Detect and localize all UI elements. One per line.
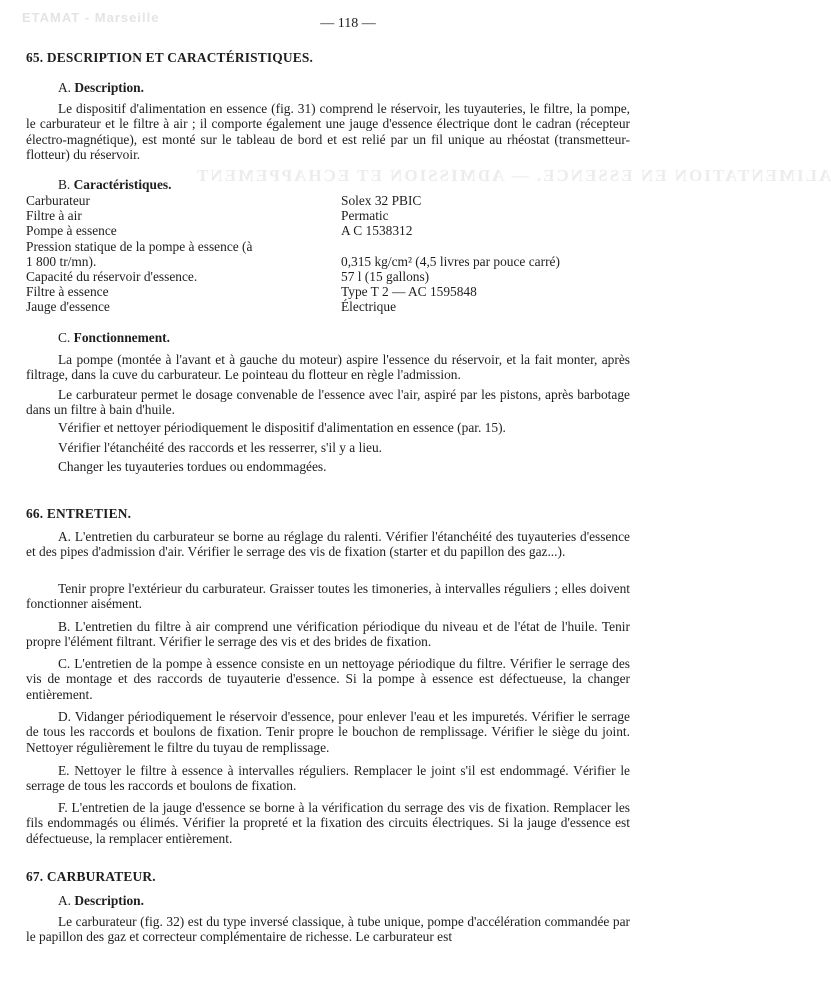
s65-b-heading: [58, 177, 171, 193]
spec-value: Solex 32 PBIC: [341, 193, 422, 208]
spec-label: Carburateur: [26, 193, 90, 208]
spec-label: Filtre à air: [26, 208, 82, 224]
s65-c-paragraph-1: La pompe (montée à l'avant et à gauche du moteur) aspire l'essence du réservoir, et la fait monter, après filtrage, dans la cuve du carburateur. Le pointeau du flotteur en règle l'admission.: [26, 352, 630, 383]
bleed-through-header: ETAMAT - Marseille: [22, 10, 160, 25]
spec-row: [26, 284, 636, 299]
s65-c-paragraph-3: Vérifier et nettoyer périodiquement le dispositif d'alimentation en essence (par. 15).: [58, 420, 506, 435]
s66-paragraph-d: D. Vidanger périodiquement le réservoir d'essence, pour enlever l'eau et les impuretés. Vérifier le serrage de tous les raccords et boulons de fixation. Tenir propre le bouchon de remplissage. Vérifier le siège du joint. Nettoyer régulièrement le filtre du tuyau de remplissage.: [26, 709, 630, 755]
spec-row: [26, 208, 636, 223]
s66-paragraph-a2: Tenir propre l'extérieur du carburateur. Graisser toutes les timoneries, à intervalles réguliers ; elles doivent fonctionner aisément.: [26, 581, 630, 612]
section-65-heading: 65. DESCRIPTION ET CARACTÉRISTIQUES.: [26, 50, 314, 65]
s65-a-paragraph: Le dispositif d'alimentation en essence (fig. 31) comprend le réservoir, les tuyauteries, le filtre, la pompe, le carburateur et le filtre à air ; il comporte également une jauge d'essence électrique dont le cadran (récepteur électro-magnétique), est monté sur le tableau de bord et est relié par un fil unique au rhéostat (transmetteur-flotteur) du réservoir.: [26, 101, 630, 163]
spec-label: Jauge d'essence: [26, 299, 110, 315]
s65-c-label: C.: [58, 330, 71, 345]
s67-a-title: Description.: [74, 893, 144, 908]
spec-row: [26, 299, 636, 314]
s65-c-paragraph-5: Changer les tuyauteries tordues ou endommagées.: [58, 459, 327, 474]
spec-value: Électrique: [341, 299, 397, 315]
spec-label: Capacité du réservoir d'essence.: [26, 269, 198, 285]
specs-table: [26, 193, 636, 315]
s65-c-paragraph-4: Vérifier l'étanchéité des raccords et les resserrer, s'il y a lieu.: [58, 440, 383, 455]
spec-row: [26, 239, 636, 254]
s67-a-heading: [58, 893, 144, 909]
s66-paragraph-a: A. L'entretien du carburateur se borne au réglage du ralenti. Vérifier l'étanchéité des tuyauteries d'essence et des pipes d'admission d'air. Vérifier le serrage des vis de fixation (starter et du papillon des gaz...).: [26, 529, 630, 560]
section-67-heading: 67. CARBURATEUR.: [26, 869, 156, 884]
spec-label: 1 800 tr/mn).: [26, 253, 97, 269]
s66-paragraph-c: C. L'entretien de la pompe à essence consiste en un nettoyage périodique du filtre. Vérifier le serrage des vis de montage et des raccords de tuyauterie d'essence. Si la pompe à essence est défectueuse, la changer entièrement.: [26, 656, 630, 702]
s65-a-title: Description.: [74, 80, 144, 95]
s67-a-paragraph: Le carburateur (fig. 32) est du type inversé classique, à tube unique, pompe d'accélération commandée par le papillon des gaz et correcteur complémentaire de richesse. Le carburateur est: [26, 914, 630, 945]
spec-value: Type T 2 — AC 1595848: [341, 284, 477, 300]
bleed-through-mirrored-heading: ALIMENTATION EN ESSENCE. — ADMISSION ET ECHAPPEMENT: [195, 166, 831, 185]
s66-paragraph-e: E. Nettoyer le filtre à essence à intervalles réguliers. Remplacer le joint s'il est endommagé. Vérifier le serrage de tous les raccords et boulons de fixation.: [26, 763, 630, 794]
s67-a-label: A.: [58, 893, 72, 908]
s66-paragraph-b: B. L'entretien du filtre à air comprend une vérification périodique du niveau et de l'état de l'huile. Tenir propre l'élément filtrant. Vérifier le serrage des vis et des brides de fixation.: [26, 619, 630, 650]
spec-row: [26, 223, 636, 238]
s65-c-title: Fonctionnement.: [73, 330, 170, 345]
spec-value: Permatic: [341, 208, 389, 224]
spec-row: [26, 193, 636, 208]
spec-value: [341, 239, 636, 254]
spec-row: [26, 254, 636, 269]
spec-value: 0,315 kg/cm² (4,5 livres par pouce carré): [341, 253, 560, 269]
spec-label: Pression statique de la pompe à essence (à: [26, 238, 253, 254]
spec-label: Filtre à essence: [26, 284, 109, 300]
s65-a-heading: [58, 80, 144, 96]
s65-c-paragraph-2: Le carburateur permet le dosage convenable de l'essence avec l'air, aspiré par les pistons, après barbotage dans un filtre à bain d'huile.: [26, 387, 630, 418]
s65-a-label: A.: [58, 80, 72, 95]
s65-b-title: Caractéristiques.: [73, 177, 172, 192]
spec-label: Pompe à essence: [26, 223, 117, 239]
spec-row: [26, 269, 636, 284]
spec-value: A C 1538312: [341, 223, 413, 239]
section-66-heading: 66. ENTRETIEN.: [26, 506, 132, 521]
s66-paragraph-f: F. L'entretien de la jauge d'essence se borne à la vérification du serrage des vis de fixation. Remplacer les fils endommagés ou élimés. Vérifier la propreté et la fixation des circuits électriques. Si la jauge d'essence est défectueuse, la remplacer entièrement.: [26, 800, 630, 846]
s65-c-heading: [58, 330, 170, 346]
s65-b-label: B.: [58, 177, 71, 192]
page-number: — 118 —: [320, 16, 376, 31]
spec-value: 57 l (15 gallons): [341, 269, 430, 285]
